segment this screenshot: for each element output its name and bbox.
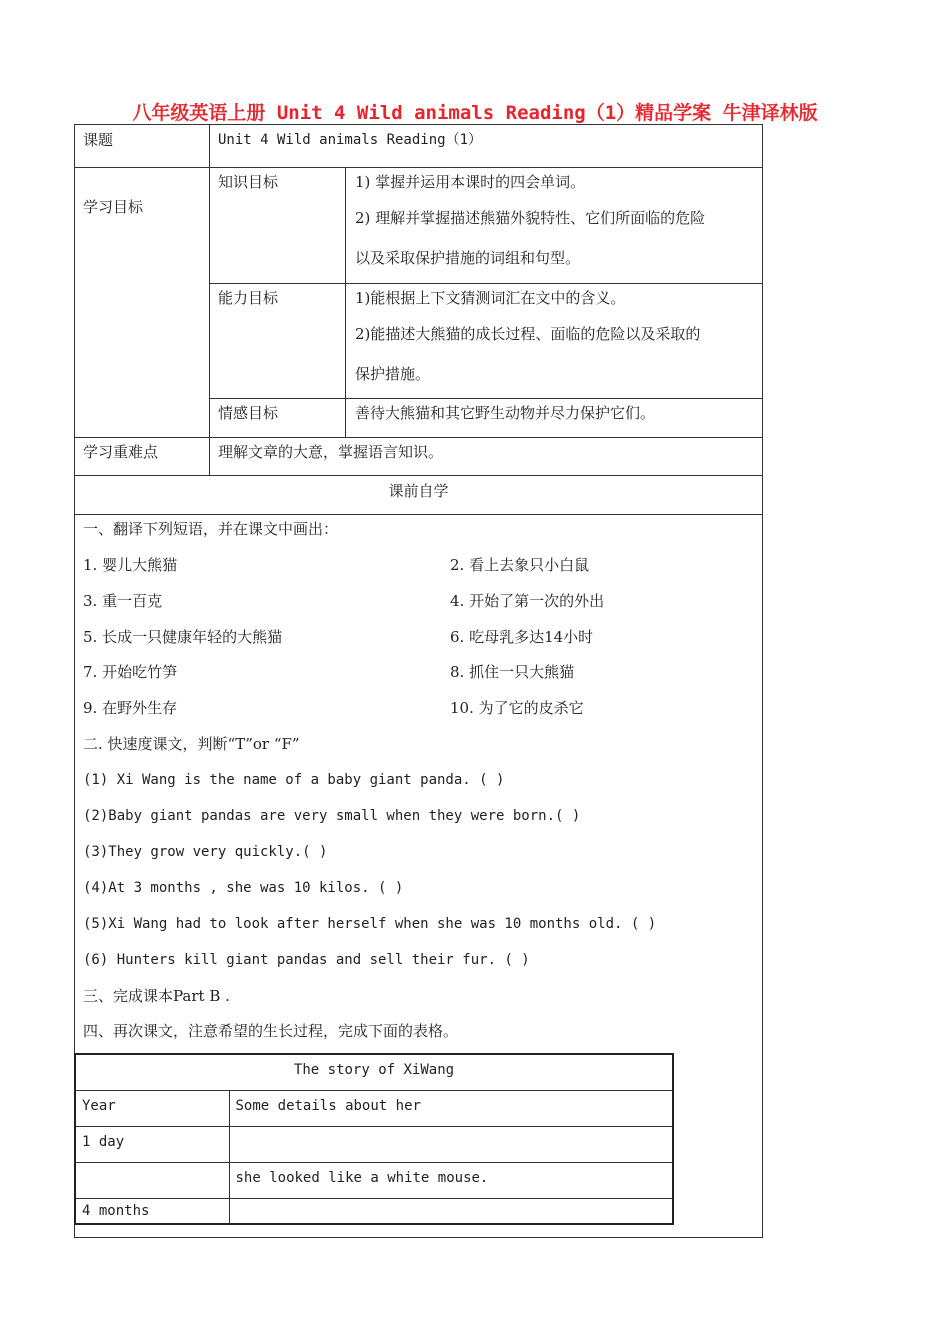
key-points-label: 学习重难点: [83, 443, 159, 461]
tf-question: (5)Xi Wang had to look after herself when she was 10 months old. ( ): [83, 916, 657, 932]
emotion-value: 善待大熊猫和其它野生动物并尽力保护它们。: [355, 404, 656, 422]
phrase-item: 3. 重一百克: [83, 592, 163, 610]
column-header-year: Year: [75, 1090, 229, 1126]
phrase-item: 2. 看上去象只小白鼠: [450, 556, 590, 574]
year-cell: 4 months: [75, 1198, 229, 1224]
tf-question: (2)Baby giant pandas are very small when they were born.( ): [83, 808, 581, 824]
document-title: 八年级英语上册 Unit 4 Wild animals Reading（1）精品学案 牛津译林版: [132, 102, 818, 124]
preview-heading: 课前自学: [388, 482, 449, 500]
key-points-value: 理解文章的大意，掌握语言知识。: [218, 443, 444, 461]
phrase-item: 6. 吃母乳多达14小时: [450, 628, 594, 646]
year-cell: [75, 1162, 229, 1198]
topic-value: Unit 4 Wild animals Reading（1）: [218, 132, 483, 148]
section3-heading: 三、完成课本Part B .: [83, 987, 230, 1005]
phrase-item: 10. 为了它的皮杀它: [450, 699, 584, 717]
tf-question: (6) Hunters kill giant pandas and sell their fur. ( ): [83, 952, 530, 968]
phrase-item: 5. 长成一只健康年轻的大熊猫: [83, 628, 283, 646]
table-row: [75, 1198, 673, 1224]
phrase-item: 9. 在野外生存: [83, 699, 178, 717]
ability-label: 能力目标: [218, 289, 279, 307]
phrase-item: 7. 开始吃竹笋: [83, 663, 178, 681]
section4-heading: 四、再次课文，注意希望的生长过程，完成下面的表格。: [83, 1022, 459, 1040]
emotion-label: 情感目标: [218, 404, 279, 422]
phrase-item: 1. 婴儿大熊猫: [83, 556, 178, 574]
details-cell: [229, 1126, 673, 1162]
table-row: [75, 1126, 673, 1162]
details-cell: she looked like a white mouse.: [229, 1162, 673, 1198]
knowledge-item-1: 1) 掌握并运用本课时的四会单词。: [355, 173, 586, 191]
table-row: [75, 1162, 673, 1198]
knowledge-item-2a: 2) 理解并掌握描述熊猫外貌特性、它们所面临的危险: [355, 209, 706, 227]
section1-heading: 一、翻译下列短语，并在课文中画出：: [83, 520, 339, 538]
story-table-caption: The story of XiWang: [75, 1054, 673, 1090]
phrase-item: 8. 抓住一只大熊猫: [450, 663, 575, 681]
ability-item-1: 1)能根据上下文猜测词汇在文中的含义。: [355, 289, 626, 307]
tf-question: (3)They grow very quickly.( ): [83, 844, 328, 860]
column-header-details: Some details about her: [229, 1090, 673, 1126]
story-table: [74, 1053, 674, 1225]
knowledge-label: 知识目标: [218, 173, 279, 191]
topic-label: 课题: [83, 131, 114, 149]
phrase-item: 4. 开始了第一次的外出: [450, 592, 605, 610]
tf-question: (1) Xi Wang is the name of a baby giant panda. ( ): [83, 772, 505, 788]
knowledge-item-2b: 以及采取保护措施的词组和句型。: [355, 249, 581, 267]
ability-item-2a: 2)能描述大熊猫的成长过程、面临的危险以及采取的: [355, 325, 701, 343]
details-cell: [229, 1198, 673, 1224]
year-cell: 1 day: [75, 1126, 229, 1162]
section2-heading: 二. 快速度课文，判断“T”or “F”: [83, 735, 300, 753]
ability-item-2b: 保护措施。: [355, 365, 431, 383]
goals-label: 学习目标: [83, 198, 144, 216]
tf-question: (4)At 3 months , she was 10 kilos. ( ): [83, 880, 404, 896]
